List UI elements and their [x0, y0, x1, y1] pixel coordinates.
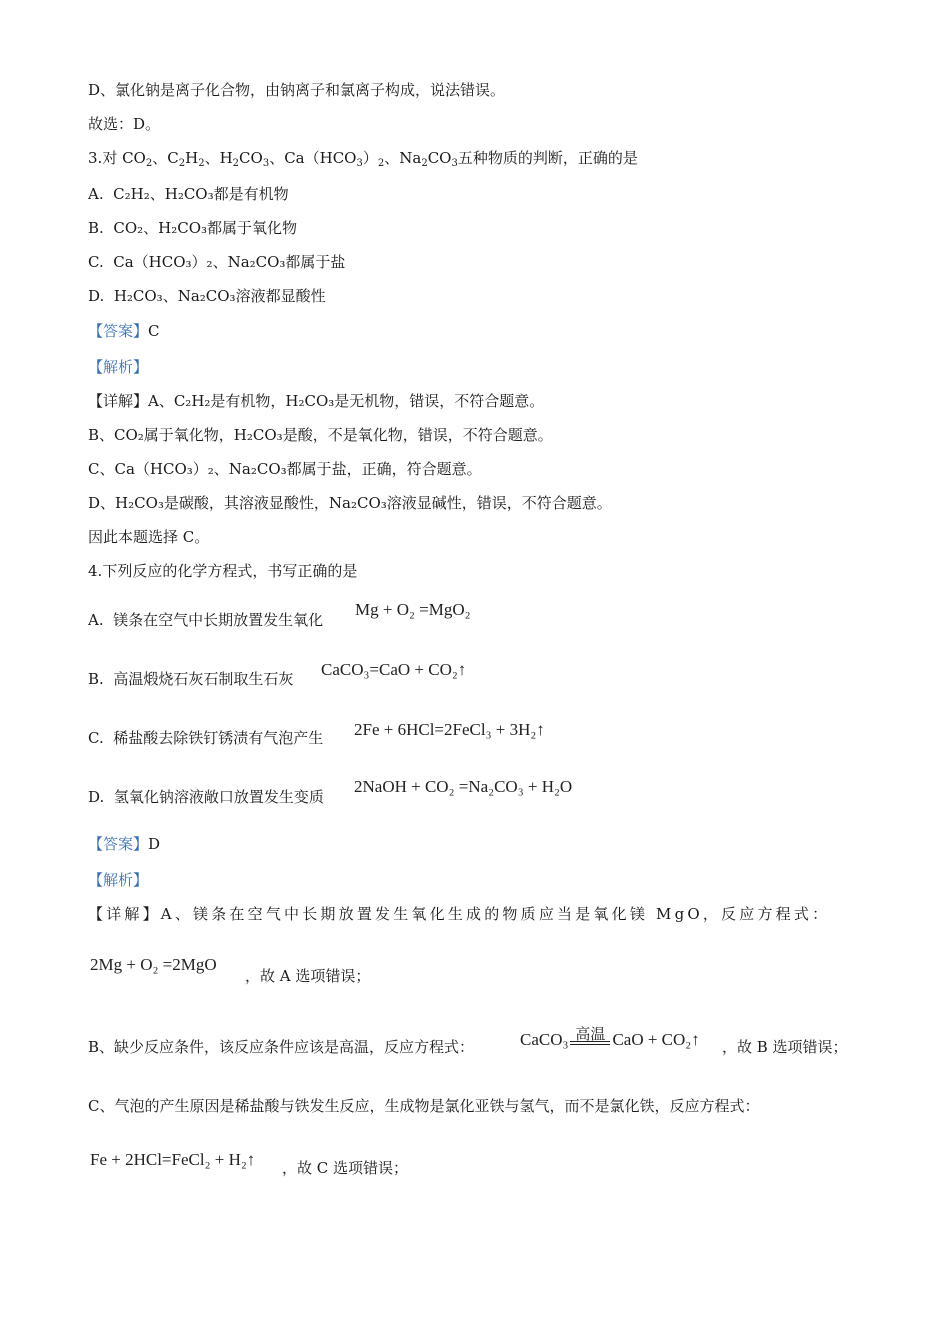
detail-line: C、气泡的产生原因是稀盐酸与铁发生反应，生成物是氯化亚铁与氢气，而不是氯化铁，反应方程式：: [88, 1097, 760, 1115]
equation-high-temp: CaCO₃ 高温 CaO + CO₂↑: [520, 1027, 700, 1049]
equation: Fe + 2HCl=FeCl₂ + H₂↑: [90, 1150, 256, 1169]
detail-line: ，故 C 选项错误；: [282, 1159, 409, 1177]
detail-line: ，故 B 选项错误；: [722, 1038, 848, 1056]
analysis-tag-3: 【解析】: [88, 358, 149, 376]
detail-line: D、H₂CO₃是碳酸，其溶液显酸性，Na₂CO₃溶液显碱性，错误，不符合题意。: [88, 494, 612, 512]
option-d: D. H₂CO₃、Na₂CO₃溶液都显酸性: [88, 287, 326, 305]
detail-line: B、CO₂属于氧化物，H₂CO₃是酸，不是氧化物，错误，不符合题意。: [88, 426, 553, 444]
detail-line: C、Ca（HCO₃）₂、Na₂CO₃都属于盐，正确，符合题意。: [88, 460, 482, 478]
detail-line: 因此本题选择 C。: [88, 528, 210, 546]
option-c: C. Ca（HCO₃）₂、Na₂CO₃都属于盐: [88, 253, 346, 271]
equation: CaCO₃=CaO + CO₂↑: [321, 660, 467, 679]
option-b: B. CO₂、H₂CO₃都属于氧化物: [88, 219, 298, 237]
question-3: 3.对 $CO_2$、$C_2H_2$、$H_2CO_3$、$Ca(HCO_3)_2$、$Na_2CO_3$五种物质的判断，正确的是: [88, 149, 638, 169]
q4-option-b: B. 高温煅烧石灰石制取生石灰: [88, 670, 294, 688]
q4-option-d: D. 氢氧化钠溶液敞口放置发生变质: [88, 788, 324, 806]
question-number: 3.: [88, 149, 103, 167]
equation: 2NaOH + CO₂ =Na₂CO₃ + H₂O: [354, 777, 573, 796]
question-number: 4.: [88, 562, 103, 580]
equation: 2Fe + 6HCl=2FeCl₃ + 3H₂↑: [354, 720, 545, 739]
question-4: 4.下列反应的化学方程式，书写正确的是: [88, 562, 358, 580]
analysis-tag-4: 【解析】: [88, 871, 149, 889]
detail-line: ，故 A 选项错误；: [245, 967, 371, 985]
detail-line: B、缺少反应条件，该反应条件应该是高温，反应方程式：: [88, 1038, 475, 1056]
q4-option-c: C. 稀盐酸去除铁钉锈渍有气泡产生: [88, 729, 324, 747]
text-line: D、氯化钠是离子化合物，由钠离子和氯离子构成，说法错误。: [88, 81, 506, 99]
option-a: A. C₂H₂、H₂CO₃都是有机物: [88, 185, 289, 203]
equation: 2Mg + O₂ =2MgO: [90, 955, 217, 974]
equation: Mg + O₂ =MgO₂: [355, 600, 471, 619]
answer-4: 【答案】D: [88, 835, 161, 853]
detail-line: 【详解】A、镁条在空气中长期放置发生氧化生成的物质应当是氧化镁 MgO，反应方程式：: [88, 905, 831, 923]
answer-3: 【答案】C: [88, 322, 160, 340]
text-line: 故选：D。: [88, 115, 161, 133]
q4-option-a: A. 镁条在空气中长期放置发生氧化: [88, 611, 324, 629]
detail-line: 【详解】A、C₂H₂是有机物，H₂CO₃是无机物，错误，不符合题意。: [88, 392, 545, 410]
